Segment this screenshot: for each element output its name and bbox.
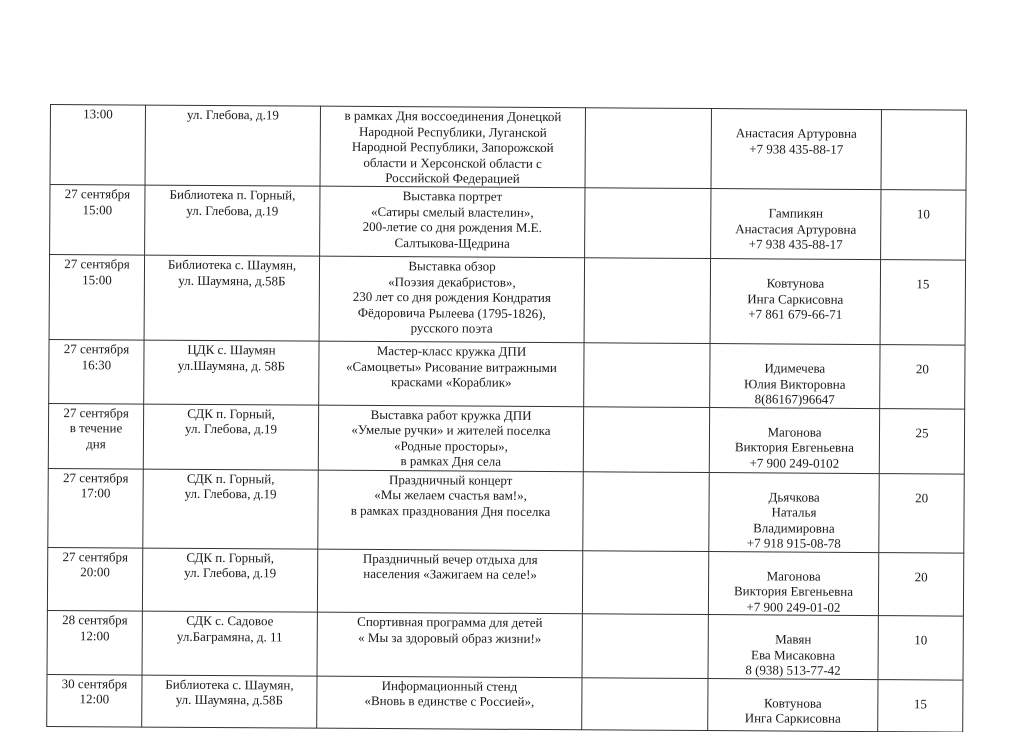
date-cell: 30 сентября 12:00 xyxy=(47,674,142,727)
table-row xyxy=(49,339,965,408)
empty-cell xyxy=(585,108,711,189)
event-cell: Праздничный концерт «Мы желаем счастья вам!», в рамках празднования Дня поселка xyxy=(318,470,583,551)
count-cell: 20 xyxy=(880,345,965,409)
empty-cell xyxy=(585,188,711,259)
table-row xyxy=(49,255,966,346)
count-cell: 20 xyxy=(878,552,963,616)
empty-cell xyxy=(583,471,709,551)
date-cell: 27 сентября 16:30 xyxy=(49,339,144,403)
table-row xyxy=(48,468,964,553)
count-cell: 25 xyxy=(879,408,964,474)
place-cell: Библиотека с. Шаумян, ул. Шаумяна, д.58Б xyxy=(142,675,317,728)
event-cell: Праздничный вечер отдыха для населения «Зажигаем на селе!» xyxy=(317,549,582,614)
place-cell: СДК п. Горный, ул. Глебова, д.19 xyxy=(142,548,317,613)
date-cell: 27 сентября 15:00 xyxy=(50,185,145,256)
date-cell: 28 сентября 12:00 xyxy=(47,610,142,674)
count-cell: 15 xyxy=(878,679,963,732)
count-cell: 15 xyxy=(880,260,966,346)
empty-cell xyxy=(582,550,708,614)
date-cell: 27 сентября в течение дня xyxy=(48,403,143,469)
contact-cell: Дьячкова Наталья Владимировна +7 918 915-08-78 xyxy=(709,472,879,552)
contact-cell: Ковтунова Инга Саркисовна +7 861 679-66-71 xyxy=(710,259,881,345)
empty-cell xyxy=(584,343,710,407)
event-cell: Спортивная программа для детей « Мы за здоровый образ жизни!» xyxy=(317,612,582,677)
place-cell: Библиотека с. Шаумян, ул. Шаумяна, д.58Б xyxy=(144,255,320,341)
place-cell: Библиотека п. Горный, ул. Глебова, д.19 xyxy=(145,185,320,256)
contact-cell: Мавян Ева Мисаковна 8 (938) 513-77-42 xyxy=(708,615,878,680)
place-cell: ЦДК с. Шаумян ул.Шаумяна, д. 58Б xyxy=(144,340,319,405)
table-row xyxy=(48,403,964,474)
count-cell xyxy=(881,110,966,191)
contact-cell: Гампикян Анастасия Артуровна +7 938 435-88-17 xyxy=(711,189,881,260)
contact-cell: Магонова Виктория Евгеньевна +7 900 249-0102 xyxy=(709,407,879,473)
events-table xyxy=(46,104,967,732)
contact-cell: Анастасия Артуровна +7 938 435-88-17 xyxy=(711,109,881,190)
contact-cell: Идимечева Юлия Викторовна 8(86167)96647 xyxy=(710,344,880,409)
place-cell: ул. Глебова, д.19 xyxy=(145,105,320,186)
event-cell: Информационный стенд «Вновь в единстве с Россией», xyxy=(317,676,582,730)
date-cell: 27 сентября 15:00 xyxy=(49,255,145,341)
event-cell: Выставка портрет «Сатиры смелый властелин», 200-летие со дня рождения М.Е. Салтыкова-Щедрина xyxy=(320,186,585,258)
date-cell: 13:00 xyxy=(50,105,145,186)
place-cell: СДК п. Горный, ул. Глебова, д.19 xyxy=(143,469,318,549)
event-cell: Выставка работ кружка ДПИ «Умелые ручки» и жителей поселка «Родные просторы», в рамках Дня села xyxy=(318,405,583,472)
event-cell: Мастер-класс кружка ДПИ «Самоцветы» Рисование витражными красками «Кораблик» xyxy=(319,341,584,406)
count-cell: 20 xyxy=(879,473,964,553)
empty-cell xyxy=(583,406,709,472)
empty-cell xyxy=(582,614,708,678)
table-row xyxy=(47,610,963,679)
table-row xyxy=(47,674,963,732)
empty-cell xyxy=(582,677,708,730)
event-cell: Выставка обзор «Поэзия декабристов», 230 лет со дня рождения Кондратия Фёдоровича Рылеева (1795-1826), русского поэта xyxy=(319,256,585,343)
event-cell: в рамках Дня воссоединения Донецкой Народной Республики, Луганской Народной Республики, Запорожской области и Херсонской области с Российской Федерацией xyxy=(320,106,585,188)
contact-cell: Магонова Виктория Евгеньевна +7 900 249-01-02 xyxy=(708,551,878,616)
count-cell: 10 xyxy=(881,190,966,261)
contact-cell: Ковтунова Инга Саркисовна xyxy=(708,678,878,731)
place-cell: СДК с. Садовое ул.Баграмяна, д. 11 xyxy=(142,611,317,676)
place-cell: СДК п. Горный, ул. Глебова, д.19 xyxy=(143,404,318,470)
date-cell: 27 сентября 20:00 xyxy=(47,547,142,611)
date-cell: 27 сентября 17:00 xyxy=(48,468,143,548)
table-row xyxy=(50,185,966,261)
table-row xyxy=(47,547,963,616)
table-row xyxy=(50,105,966,191)
empty-cell xyxy=(584,258,711,344)
count-cell: 10 xyxy=(878,616,963,680)
